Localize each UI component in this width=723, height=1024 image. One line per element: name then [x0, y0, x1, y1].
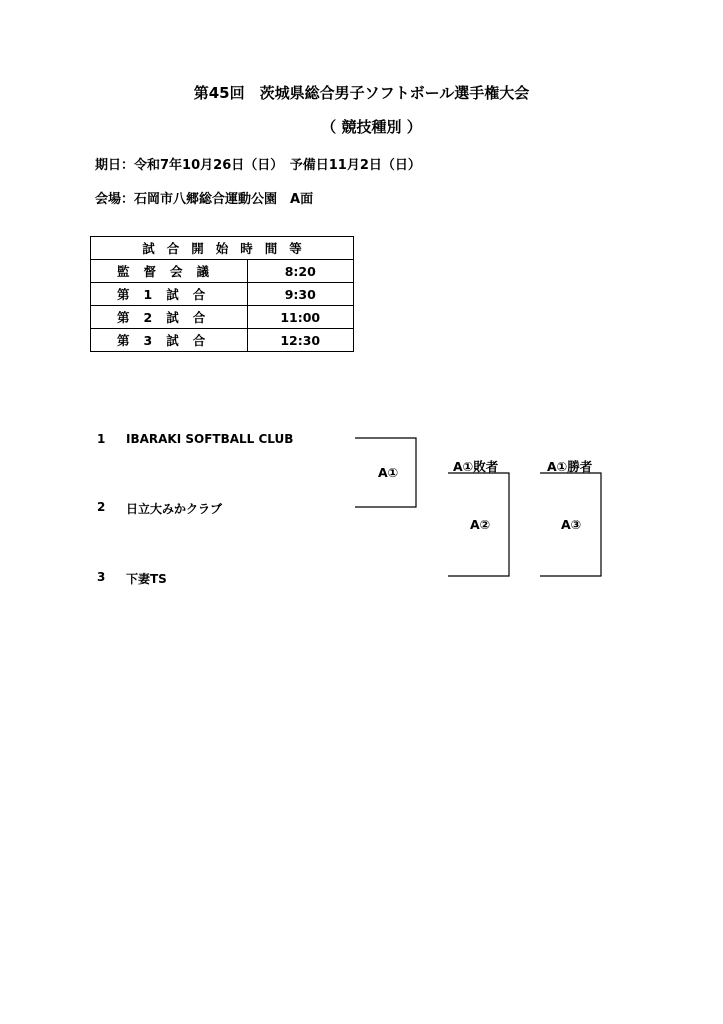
- team-seed: 3: [97, 570, 106, 584]
- team-name: 日立大みかクラブ: [126, 502, 223, 516]
- team-entry: [97, 432, 105, 446]
- loser-label: A①敗者: [453, 459, 499, 474]
- match2-label: A②: [470, 517, 491, 532]
- team-entry: [97, 570, 105, 584]
- team-entry: [97, 500, 105, 514]
- date-value: 令和7年10月26日（日） 予備日11月2日（日）: [134, 158, 421, 173]
- venue-label: 会場：: [95, 192, 135, 207]
- schedule-row-time: 9:30: [247, 283, 354, 306]
- schedule-row-label: 第1試合: [91, 283, 248, 306]
- schedule-row-time: 12:30: [247, 329, 354, 352]
- date-label: 期日：: [95, 158, 135, 173]
- schedule-row-label: 第2試合: [91, 306, 248, 329]
- schedule-row-time: 8:20: [247, 260, 354, 283]
- team-name: 下妻TS: [126, 572, 167, 586]
- winner-label: A①勝者: [547, 459, 593, 474]
- schedule-header: 試合開始時間等: [91, 237, 354, 260]
- page-subtitle: （ 競技種別 ）: [321, 118, 422, 136]
- schedule-row-time: 11:00: [247, 306, 354, 329]
- venue-value: 石岡市八郷総合運動公園 A面: [134, 192, 314, 207]
- match3-label: A③: [561, 517, 582, 532]
- page-title: 第45回 茨城県総合男子ソフトボール選手権大会: [193, 84, 530, 102]
- schedule-row-label: 第3試合: [91, 329, 248, 352]
- team-seed: 1: [97, 432, 106, 446]
- team-name: IBARAKI SOFTBALL CLUB: [126, 432, 294, 446]
- team-seed: 2: [97, 500, 106, 514]
- match1-label: A①: [378, 465, 399, 480]
- schedule-row-label: 監督会議: [91, 260, 248, 283]
